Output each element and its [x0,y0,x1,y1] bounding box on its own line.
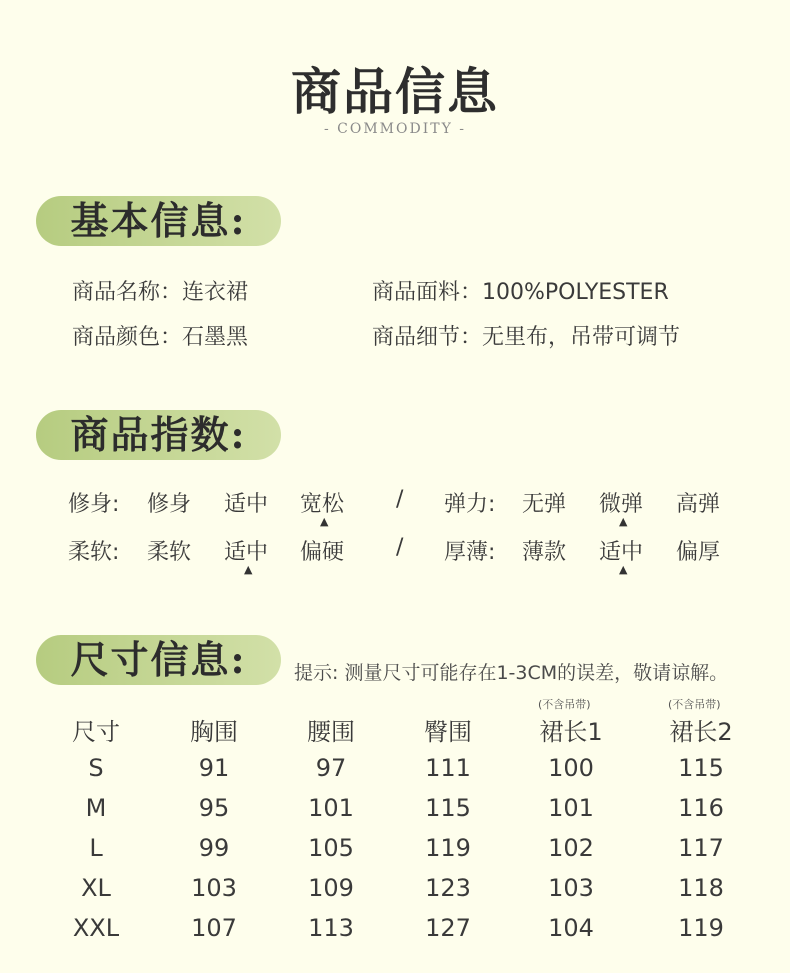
index-option: 偏硬 [300,540,345,565]
index-separator: / [396,487,404,512]
index-heading: 商品指数: [70,412,247,457]
measurement-tip: 提示: 测量尺寸可能存在1-3CM的误差，敬请谅解。 [294,662,729,684]
index-option: 适中 [599,540,644,565]
index-option: 适中 [224,492,269,517]
table-cell: 115 [678,754,724,782]
selected-marker-icon: ▲ [619,563,628,576]
product-fabric: 商品面料：100%POLYESTER [372,280,669,305]
table-cell: 113 [308,914,354,942]
index-option: 偏厚 [676,540,721,565]
index-option: 柔软 [147,540,192,565]
table-cell: 103 [191,874,237,902]
size-label-cell: M [85,794,107,822]
index-option: 修身 [147,492,192,517]
product-detail: 商品细节：无里布，吊带可调节 [372,325,681,350]
table-cell: 117 [678,834,724,862]
table-cell: 101 [548,794,594,822]
selected-marker-icon: ▲ [244,563,253,576]
index-separator: / [396,535,404,560]
selected-marker-icon: ▲ [320,515,329,528]
table-header: 胸围 [190,718,238,746]
index-title: 厚薄: [444,540,496,565]
table-cell: 123 [425,874,471,902]
table-cell: 100 [548,754,594,782]
table-cell: 119 [425,834,471,862]
selected-marker-icon: ▲ [619,515,628,528]
table-cell: 103 [548,874,594,902]
table-cell: 97 [315,754,347,782]
page-title: 商品信息 [291,62,499,121]
basic-info-heading: 基本信息: [70,198,247,243]
table-cell: 101 [308,794,354,822]
table-cell: 102 [548,834,594,862]
index-option: 适中 [224,540,269,565]
index-option: 无弹 [522,492,567,517]
table-cell: 91 [198,754,230,782]
table-cell: 109 [308,874,354,902]
table-cell: 111 [425,754,471,782]
index-pill [36,410,281,460]
table-cell: 119 [678,914,724,942]
table-header: 臀围 [424,718,472,746]
size-label-cell: L [89,834,103,862]
size-pill [36,635,281,685]
table-cell: 95 [198,794,230,822]
table-cell: 115 [425,794,471,822]
index-option: 薄款 [522,540,567,565]
length1-note: (不含吊带) [538,698,591,711]
table-cell: 127 [425,914,471,942]
table-cell: 105 [308,834,354,862]
table-cell: 118 [678,874,724,902]
length2-note: (不含吊带) [668,698,721,711]
size-label-cell: S [88,754,104,782]
table-header: 腰围 [307,718,355,746]
index-title: 柔软: [68,540,120,565]
table-cell: 116 [678,794,724,822]
table-header: 尺寸 [72,718,120,746]
index-option: 微弹 [599,492,644,517]
index-title: 修身: [68,492,120,517]
table-header: 裙长1 [539,718,603,746]
table-cell: 107 [191,914,237,942]
product-name: 商品名称：连衣裙 [72,280,249,305]
table-cell: 99 [198,834,230,862]
table-cell: 104 [548,914,594,942]
index-title: 弹力: [444,492,496,517]
size-heading: 尺寸信息: [70,637,247,682]
size-label-cell: XL [81,874,111,902]
basic-info-pill [36,196,281,246]
size-label-cell: XXL [72,914,120,942]
index-option: 宽松 [300,492,345,517]
table-header: 裙长2 [669,718,733,746]
page-subtitle: - COMMODITY - [323,121,467,137]
index-option: 高弹 [676,492,721,517]
product-color: 商品颜色：石墨黑 [72,325,249,350]
